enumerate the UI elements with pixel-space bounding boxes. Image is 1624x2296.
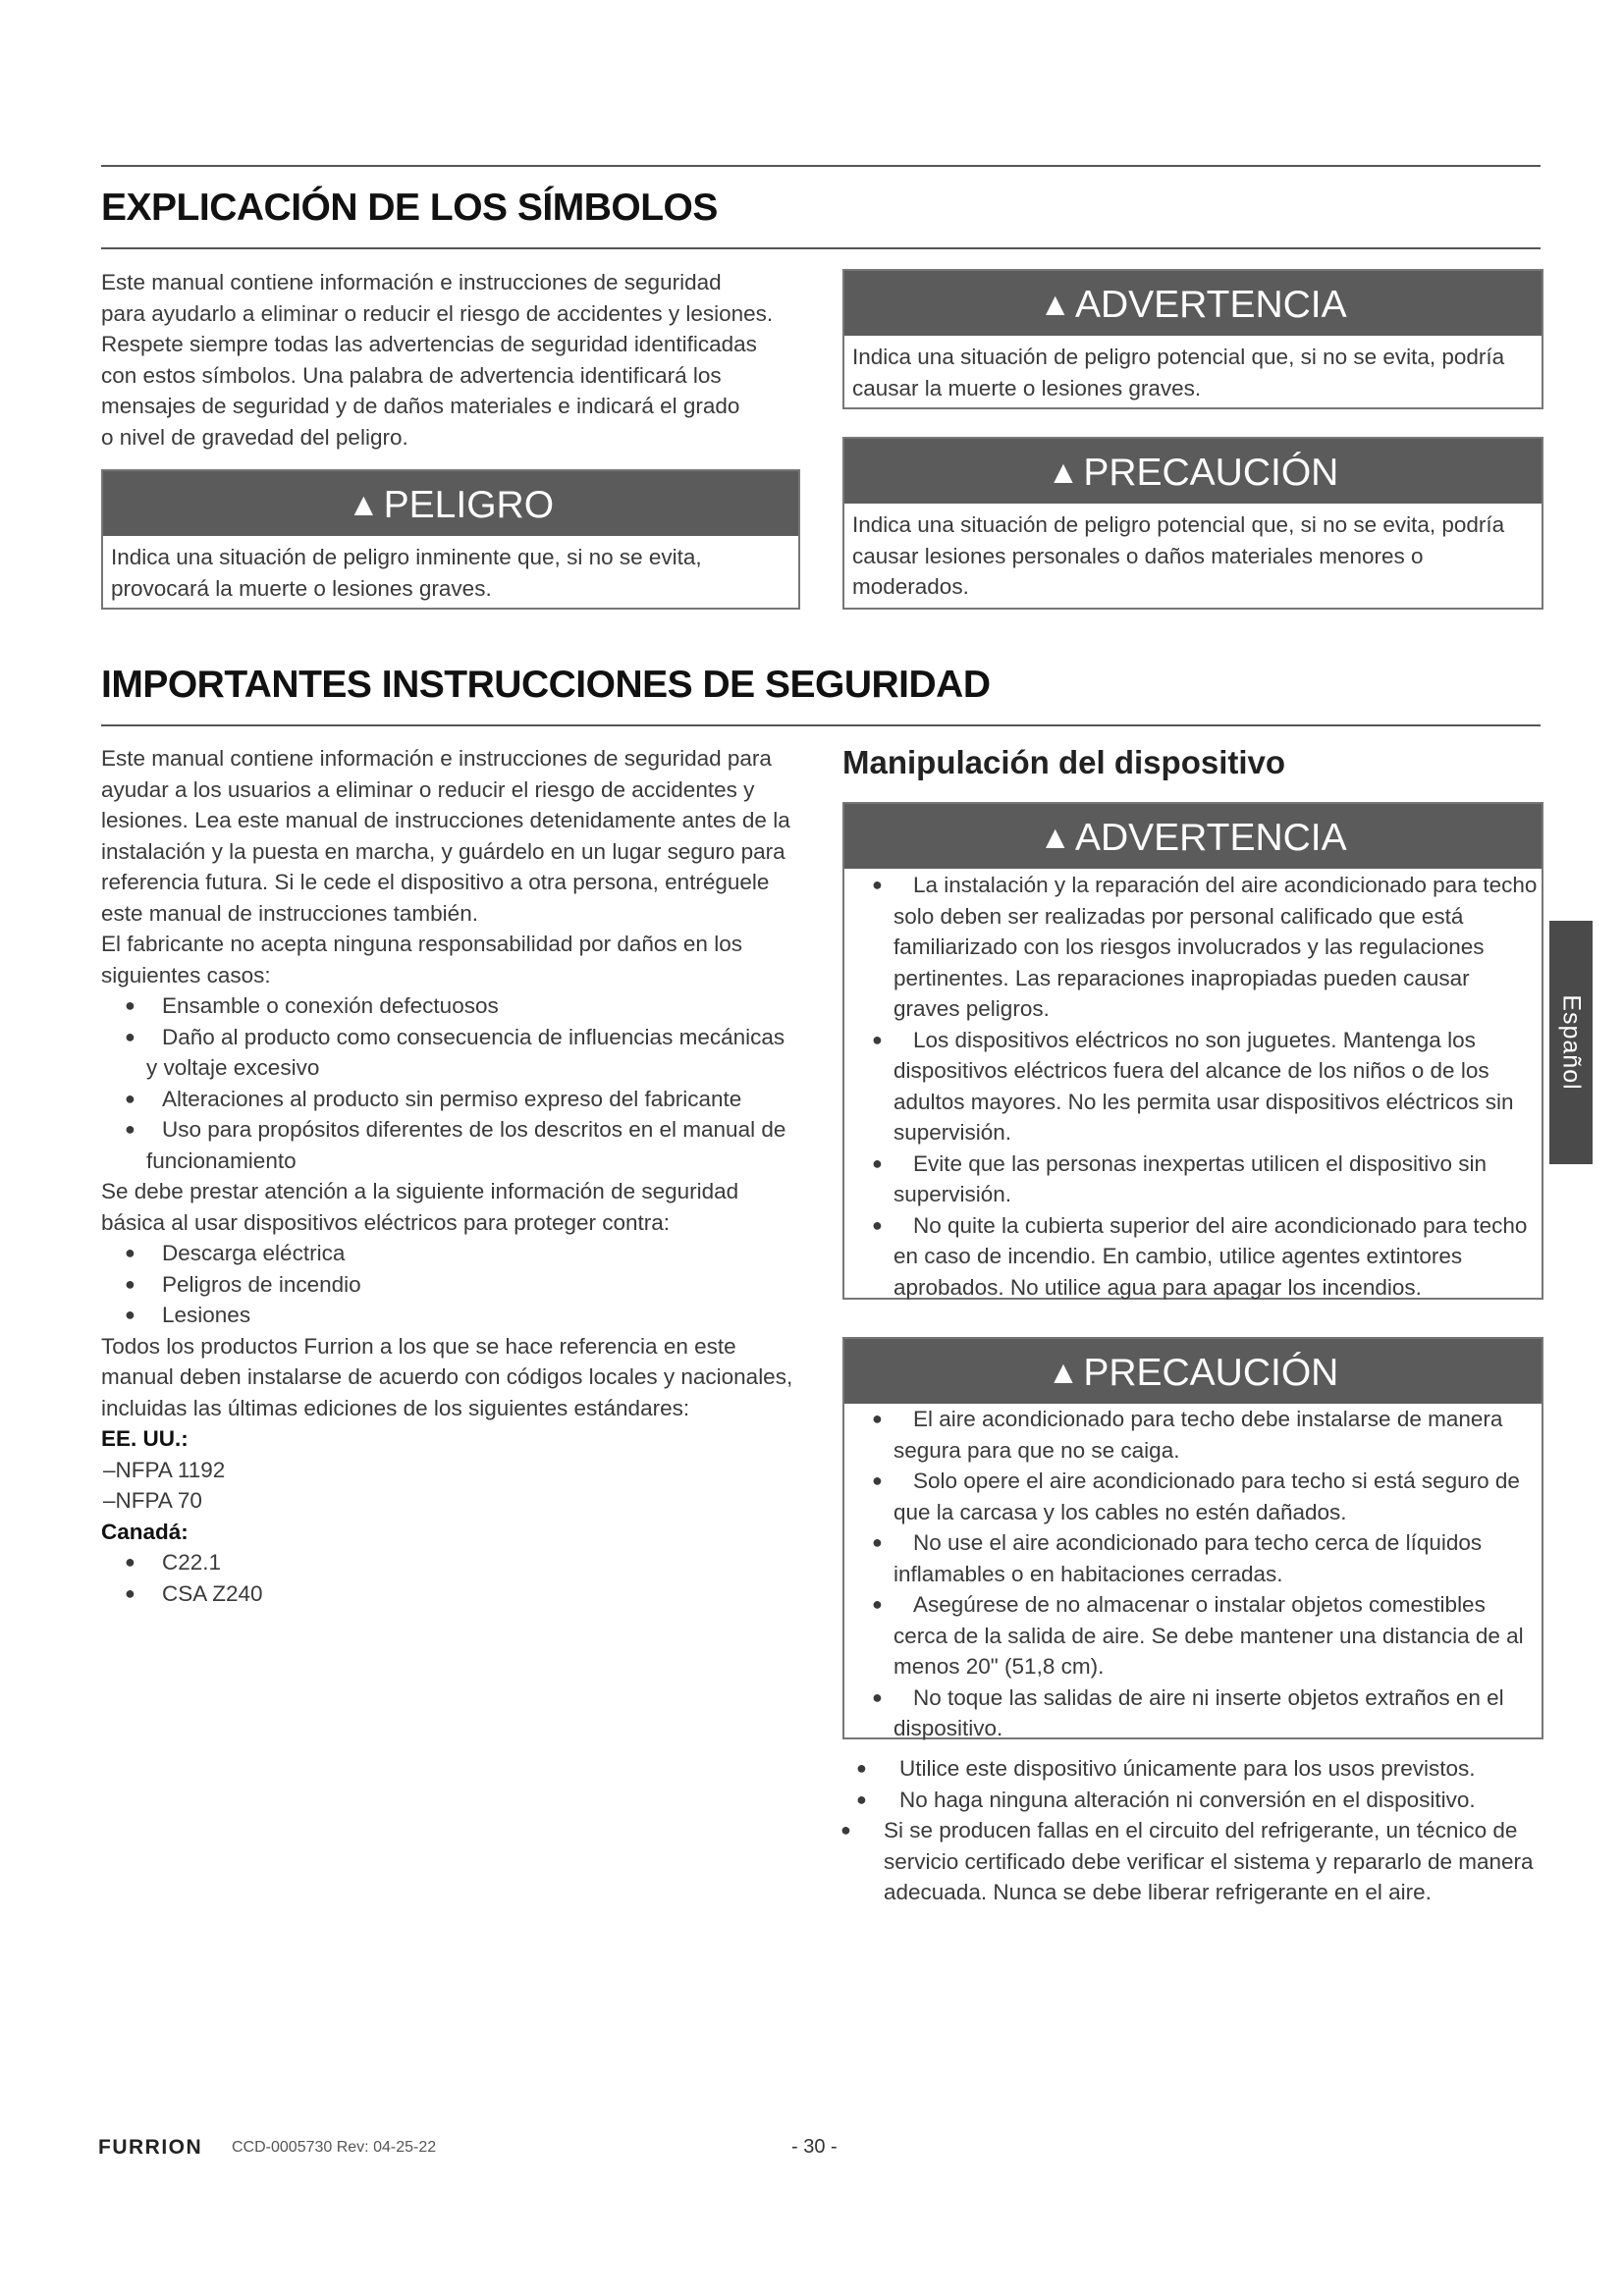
instructions-title-rule — [101, 724, 1541, 726]
text-line: dispositivo. — [893, 1716, 1003, 1740]
bullet-icon: ● — [872, 1029, 883, 1049]
bullet-icon: ● — [125, 1582, 135, 1603]
bullet-icon: ● — [125, 1305, 135, 1324]
warning-triangle-icon: ▲ — [1047, 1354, 1080, 1390]
list-item — [125, 1114, 808, 1176]
precaucion-box — [842, 437, 1543, 610]
bullet-icon: ● — [872, 1152, 883, 1173]
list-item — [872, 1210, 1538, 1304]
list-item — [872, 1466, 1538, 1527]
list-item — [872, 1527, 1538, 1589]
text-line: Todos los productos Furrion a los que se hace referencia en este — [101, 1333, 736, 1359]
text-line: básica al usar dispositivos eléctricos para proteger contra: — [101, 1209, 671, 1235]
text-line: moderados. — [852, 574, 969, 599]
canada-label: Canadá: — [101, 1519, 189, 1544]
doc-code: CCD-0005730 Rev: 04-25-22 — [232, 2139, 437, 2156]
text-line: instalación y la puesta en marcha, y guárdelo en un lugar seguro para — [101, 838, 785, 864]
text-line: No toque las salidas de aire ni inserte objetos extraños en el — [913, 1684, 1504, 1710]
list-item — [872, 1589, 1538, 1682]
warning-triangle-icon: ▲ — [1039, 819, 1071, 855]
text-line: incluidas las últimas ediciones de los siguientes estándares: — [101, 1395, 690, 1420]
bullet-icon: ● — [125, 1273, 135, 1294]
language-side-tab — [1549, 921, 1593, 1164]
precaucion-label: PRECAUCIÓN — [1083, 452, 1339, 494]
bullet-icon: ● — [872, 1214, 883, 1235]
bullet-icon: ● — [872, 1594, 883, 1614]
text-line: Este manual contiene información e instrucciones de seguridad para — [101, 746, 772, 771]
list-item — [125, 1547, 808, 1578]
text-line: graves peligros. — [893, 996, 1050, 1021]
text-line: menos 20" (51,8 cm). — [893, 1654, 1105, 1679]
damage-cases-list — [101, 990, 808, 1176]
text-line: que la carcasa y los cables no estén dañados. — [893, 1499, 1347, 1524]
advertencia-header — [844, 271, 1542, 336]
advertencia-box — [842, 269, 1543, 409]
peligro-text — [103, 536, 798, 610]
text-line: Respete siempre todas las advertencias de seguridad identificadas — [101, 332, 757, 356]
text-line: Se debe prestar atención a la siguiente información de seguridad — [101, 1179, 739, 1203]
symbols-title-rule — [101, 247, 1541, 249]
handling-extra — [842, 1753, 1543, 1908]
list-item — [856, 1785, 1543, 1816]
handling-warning-box — [842, 802, 1543, 1300]
list-item — [840, 1815, 1543, 1908]
list-item — [872, 870, 1538, 1025]
text-line: referencia futura. Si le cede el dispositivo a otra persona, entréguele — [101, 870, 770, 894]
text-line: en caso de incendio. En cambio, utilice agentes extintores — [893, 1244, 1463, 1268]
text-line: El fabricante no acepta ninguna responsabilidad por daños en los — [101, 932, 742, 956]
list-item — [125, 1022, 808, 1084]
advertencia-label: ADVERTENCIA — [1074, 284, 1347, 326]
text-line: adecuada. Nunca se debe liberar refrigerante en el aire. — [884, 1880, 1432, 1904]
bullet-icon: ● — [872, 1470, 883, 1490]
text-line: lesiones. Lea este manual de instrucciones detenidamente antes de la — [101, 808, 790, 832]
text-line: funcionamiento — [146, 1148, 297, 1173]
usa-item: –NFPA 70 — [103, 1488, 202, 1513]
top-rule — [101, 165, 1541, 167]
text-line: o nivel de gravedad del peligro. — [101, 424, 408, 450]
handling-caution-box — [842, 1337, 1543, 1739]
text-line: provocará la muerte o lesiones graves. — [111, 575, 492, 601]
bullet-icon: ● — [125, 1088, 135, 1108]
canada-list — [101, 1547, 808, 1609]
text-line: C22.1 — [162, 1550, 222, 1575]
bullet-icon: ● — [125, 1026, 135, 1046]
text-line: y voltaje excesivo — [146, 1055, 320, 1080]
text-line: Indica una situación de peligro potencial que, si no se evita, podría — [852, 345, 1505, 369]
handling-caution-list — [844, 1404, 1542, 1744]
text-line: cerca de la salida de aire. Se debe mantener una distancia de al — [893, 1623, 1524, 1648]
text-line: supervisión. — [893, 1120, 1012, 1145]
warning-triangle-icon: ▲ — [1047, 454, 1080, 490]
usa-item: –NFPA 1192 — [103, 1457, 226, 1482]
text-line: Solo opere el aire acondicionado para techo si está seguro de — [913, 1468, 1520, 1493]
text-line: Indica una situación de peligro potencial que, si no se evita, podría — [852, 512, 1505, 537]
text-line: Este manual contiene información e instrucciones de seguridad — [101, 270, 722, 294]
text-line: siguientes casos: — [101, 962, 271, 988]
bullet-icon: ● — [125, 995, 135, 1015]
usa-label: EE. UU.: — [101, 1426, 189, 1451]
text-line: mensajes de seguridad y de daños materiales e indicará el grado — [101, 394, 740, 418]
hazards-list — [101, 1238, 808, 1331]
instructions-left-column — [101, 743, 808, 1609]
text-line: La instalación y la reparación del aire acondicionado para techo — [913, 873, 1538, 897]
text-line: No quite la cubierta superior del aire acondicionado para techo — [913, 1212, 1528, 1238]
list-item — [125, 1269, 808, 1301]
list-item — [125, 1578, 808, 1610]
handling-extra-list — [842, 1753, 1543, 1908]
page-number: - 30 - — [791, 2136, 838, 2158]
furrion-logo: FURRION — [98, 2136, 203, 2159]
text-line: No haga ninguna alteración ni conversión en el dispositivo. — [899, 1787, 1476, 1812]
peligro-label: PELIGRO — [383, 484, 555, 526]
text-line: solo deben ser realizadas por personal calificado que está — [893, 903, 1464, 929]
text-line: Indica una situación de peligro inminente que, si no se evita, — [111, 545, 702, 569]
text-line: El aire acondicionado para techo debe instalarse de manera — [913, 1407, 1503, 1431]
list-item — [872, 1148, 1538, 1210]
list-item — [125, 1084, 808, 1115]
text-line: CSA Z240 — [162, 1580, 263, 1606]
list-item — [872, 1025, 1538, 1148]
text-line: Daño al producto como consecuencia de influencias mecánicas — [162, 1024, 785, 1049]
handling-warning-list — [844, 869, 1542, 1303]
text-line: con estos símbolos. Una palabra de advertencia identificará los — [101, 362, 722, 388]
peligro-header — [103, 471, 798, 536]
bullet-icon: ● — [125, 1552, 135, 1572]
handling-caution-label: PRECAUCIÓN — [1083, 1352, 1339, 1394]
text-line: Lesiones — [162, 1303, 251, 1327]
text-line: segura para que no se caiga. — [893, 1437, 1180, 1463]
text-line: familiarizado con los riesgos involucrados y las regulaciones — [893, 934, 1485, 959]
text-line: Los dispositivos eléctricos no son juguetes. Mantenga los — [913, 1027, 1476, 1052]
text-line: dispositivos eléctricos fuera del alcance de los niños o de los — [893, 1058, 1489, 1083]
text-line: Alteraciones al producto sin permiso expreso del fabricante — [162, 1086, 742, 1111]
handling-title: Manipulación del dispositivo — [842, 744, 1286, 780]
precaucion-text — [844, 504, 1542, 609]
text-line: Asegúrese de no almacenar o instalar objetos comestibles — [913, 1592, 1486, 1617]
text-line: supervisión. — [893, 1182, 1012, 1206]
text-line: Ensamble o conexión defectuosos — [162, 993, 499, 1018]
bullet-icon: ● — [856, 1758, 867, 1778]
text-line: adultos mayores. No les permita usar dispositivos eléctricos sin — [893, 1089, 1514, 1114]
symbols-title: EXPLICACIÓN DE LOS SÍMBOLOS — [101, 187, 718, 229]
text-line: para ayudarlo a eliminar o reducir el riesgo de accidentes y lesiones. — [101, 300, 774, 326]
text-line: Evite que las personas inexpertas utilicen el dispositivo sin — [913, 1150, 1488, 1176]
text-line: Descarga eléctrica — [162, 1241, 346, 1265]
peligro-box — [101, 469, 800, 610]
handling-warning-header — [844, 804, 1542, 869]
bullet-icon: ● — [872, 1532, 883, 1552]
list-item — [872, 1404, 1538, 1466]
text-line: inflamables o en habitaciones cerradas. — [893, 1561, 1283, 1586]
list-item — [872, 1682, 1538, 1744]
text-line: causar la muerte o lesiones graves. — [852, 375, 1202, 400]
list-item — [125, 1300, 808, 1331]
bullet-icon: ● — [125, 1119, 135, 1139]
text-line: pertinentes. Las reparaciones inapropiadas pueden causar — [893, 965, 1470, 990]
text-line: servicio certificado debe verificar el sistema y repararlo de manera — [884, 1848, 1534, 1874]
symbols-intro — [101, 267, 773, 453]
list-item — [125, 990, 808, 1022]
handling-warning-label: ADVERTENCIA — [1074, 817, 1347, 859]
bullet-icon: ● — [872, 1686, 883, 1707]
list-item — [856, 1753, 1543, 1785]
language-label: Español — [1557, 994, 1586, 1091]
bullet-icon: ● — [872, 1409, 883, 1428]
handling-caution-header — [844, 1339, 1542, 1404]
text-line: Peligros de incendio — [162, 1271, 361, 1297]
warning-triangle-icon: ▲ — [347, 486, 380, 522]
text-line: No use el aire acondicionado para techo cerca de líquidos — [913, 1530, 1483, 1555]
text-line: Si se producen fallas en el circuito del refrigerante, un técnico de — [884, 1818, 1518, 1842]
text-line: ayudar a los usuarios a eliminar o reducir el riesgo de accidentes y — [101, 776, 755, 802]
text-line: manual deben instalarse de acuerdo con códigos locales y nacionales, — [101, 1364, 793, 1389]
advertencia-text — [844, 336, 1542, 409]
text-line: aprobados. No utilice agua para apagar los incendios. — [893, 1274, 1422, 1300]
warning-triangle-icon: ▲ — [1039, 286, 1071, 322]
bullet-icon: ● — [840, 1820, 851, 1840]
text-line: este manual de instrucciones también. — [101, 900, 478, 926]
instructions-title: IMPORTANTES INSTRUCCIONES DE SEGURIDAD — [101, 664, 991, 706]
text-line: Uso para propósitos diferentes de los descritos en el manual de — [162, 1117, 786, 1142]
text-line: causar lesiones personales o daños materiales menores o — [852, 543, 1424, 568]
list-item — [125, 1238, 808, 1269]
bullet-icon: ● — [856, 1789, 867, 1809]
bullet-icon: ● — [872, 875, 883, 894]
bullet-icon: ● — [125, 1243, 135, 1262]
text-line: Utilice este dispositivo únicamente para los usos previstos. — [899, 1756, 1476, 1781]
precaucion-header — [844, 439, 1542, 504]
